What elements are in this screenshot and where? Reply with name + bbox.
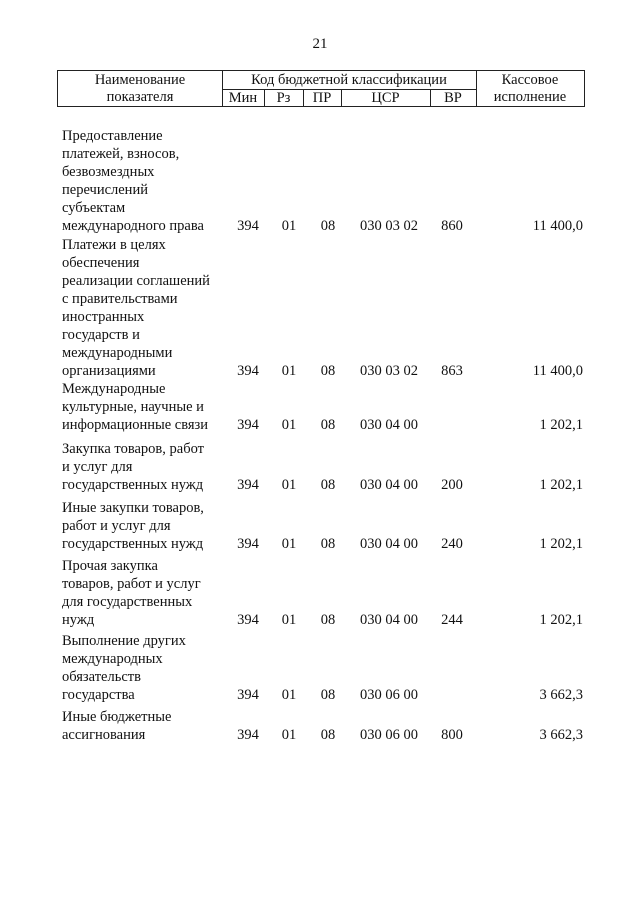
header-vr: ВР — [444, 90, 462, 106]
row-name-line: Выполнение других — [62, 633, 186, 649]
cell-rz: 01 — [281, 612, 297, 628]
page-number: 21 — [312, 36, 328, 52]
cell-amount: 1 202,1 — [539, 536, 583, 552]
row-name-line: платежей, взносов, — [62, 146, 180, 162]
cell-vr: 800 — [441, 727, 463, 743]
row-name-line: международных — [62, 651, 163, 667]
row-name-line: и услуг для — [62, 459, 133, 475]
cell-pr: 08 — [320, 687, 336, 703]
row-name-line: нужд — [62, 612, 95, 628]
cell-min: 394 — [237, 363, 259, 379]
row-name — [62, 127, 227, 235]
cell-amount: 1 202,1 — [539, 417, 583, 433]
cell-rz: 01 — [281, 417, 297, 433]
cell-csr: 030 06 00 — [360, 727, 418, 743]
cell-min: 394 — [237, 218, 259, 234]
header-csr: ЦСР — [371, 90, 400, 106]
cell-min: 394 — [237, 536, 259, 552]
cell-amount: 3 662,3 — [539, 727, 583, 743]
cell-csr: 030 04 00 — [360, 612, 418, 628]
cell-csr: 030 03 02 — [360, 218, 418, 234]
cell-min: 394 — [237, 727, 259, 743]
cell-csr: 030 04 00 — [360, 477, 418, 493]
cell-pr: 08 — [320, 477, 336, 493]
row-name-line: реализации соглашений — [62, 273, 210, 289]
cell-amount: 1 202,1 — [539, 477, 583, 493]
row-name-line: иностранных — [62, 309, 145, 325]
header-amount-line2: исполнение — [493, 89, 567, 105]
row-name — [62, 708, 227, 744]
cell-vr: 240 — [441, 536, 463, 552]
row-name-line: культурные, научные и — [62, 399, 204, 415]
row-name-line: обязательств — [62, 669, 141, 685]
cell-amount: 11 400,0 — [532, 218, 583, 234]
row-name-line: Иные бюджетные — [62, 709, 172, 725]
cell-min: 394 — [237, 417, 259, 433]
row-name-line: товаров, работ и услуг — [62, 576, 201, 592]
cell-min: 394 — [237, 612, 259, 628]
header-rz: Рз — [276, 90, 291, 106]
cell-rz: 01 — [281, 363, 297, 379]
row-name-line: информационные связи — [62, 417, 209, 433]
cell-csr: 030 04 00 — [360, 536, 418, 552]
row-name-line: государства — [62, 687, 135, 703]
row-name-line: организациями — [62, 363, 156, 379]
row-name-line: государственных нужд — [62, 536, 204, 552]
cell-min: 394 — [237, 687, 259, 703]
row-name-line: государств и — [62, 327, 140, 343]
header-amount-line1: Кассовое — [501, 72, 559, 88]
header-pr: ПР — [312, 90, 332, 106]
row-name — [62, 236, 227, 380]
cell-rz: 01 — [281, 218, 297, 234]
row-name-line: международного права — [62, 218, 204, 234]
row-name-line: международными — [62, 345, 173, 361]
cell-pr: 08 — [320, 727, 336, 743]
cell-vr: 200 — [441, 477, 463, 493]
cell-rz: 01 — [281, 727, 297, 743]
row-name-line: Закупка товаров, работ — [62, 441, 204, 457]
cell-pr: 08 — [320, 363, 336, 379]
cell-rz: 01 — [281, 536, 297, 552]
row-name-line: для государственных — [62, 594, 193, 610]
row-name-line: с правительствами — [62, 291, 178, 307]
row-name — [62, 499, 227, 553]
cell-amount: 1 202,1 — [539, 612, 583, 628]
header-code-group: Код бюджетной классификации — [251, 72, 447, 88]
cell-rz: 01 — [281, 687, 297, 703]
cell-pr: 08 — [320, 218, 336, 234]
row-name-line: Платежи в целях — [62, 237, 166, 253]
row-name-line: перечислений — [62, 182, 148, 198]
cell-pr: 08 — [320, 417, 336, 433]
row-name-line: обеспечения — [62, 255, 140, 271]
row-name-line: Предоставление — [62, 128, 163, 144]
row-name-line: ассигнования — [62, 727, 146, 743]
header-min: Мин — [228, 90, 258, 106]
row-name-line: работ и услуг для — [62, 518, 171, 534]
row-name-line: безвозмездных — [62, 164, 155, 180]
cell-csr: 030 04 00 — [360, 417, 418, 433]
row-name — [62, 380, 227, 434]
cell-amount: 11 400,0 — [532, 363, 583, 379]
table-header — [57, 70, 585, 107]
row-name-line: Прочая закупка — [62, 558, 158, 574]
cell-rz: 01 — [281, 477, 297, 493]
row-name — [62, 557, 227, 629]
header-name-line2: показателя — [106, 89, 174, 105]
cell-vr: 244 — [441, 612, 463, 628]
cell-pr: 08 — [320, 536, 336, 552]
row-name-line: государственных нужд — [62, 477, 204, 493]
cell-csr: 030 03 02 — [360, 363, 418, 379]
cell-vr: 863 — [441, 363, 463, 379]
row-name-line: субъектам — [62, 200, 126, 216]
row-name — [62, 632, 227, 704]
row-name-line: Иные закупки товаров, — [62, 500, 204, 516]
row-name — [62, 440, 227, 494]
cell-amount: 3 662,3 — [539, 687, 583, 703]
row-name-line: Международные — [62, 381, 166, 397]
cell-pr: 08 — [320, 612, 336, 628]
cell-csr: 030 06 00 — [360, 687, 418, 703]
header-name-line1: Наименование — [94, 72, 186, 88]
cell-vr: 860 — [441, 218, 463, 234]
cell-min: 394 — [237, 477, 259, 493]
